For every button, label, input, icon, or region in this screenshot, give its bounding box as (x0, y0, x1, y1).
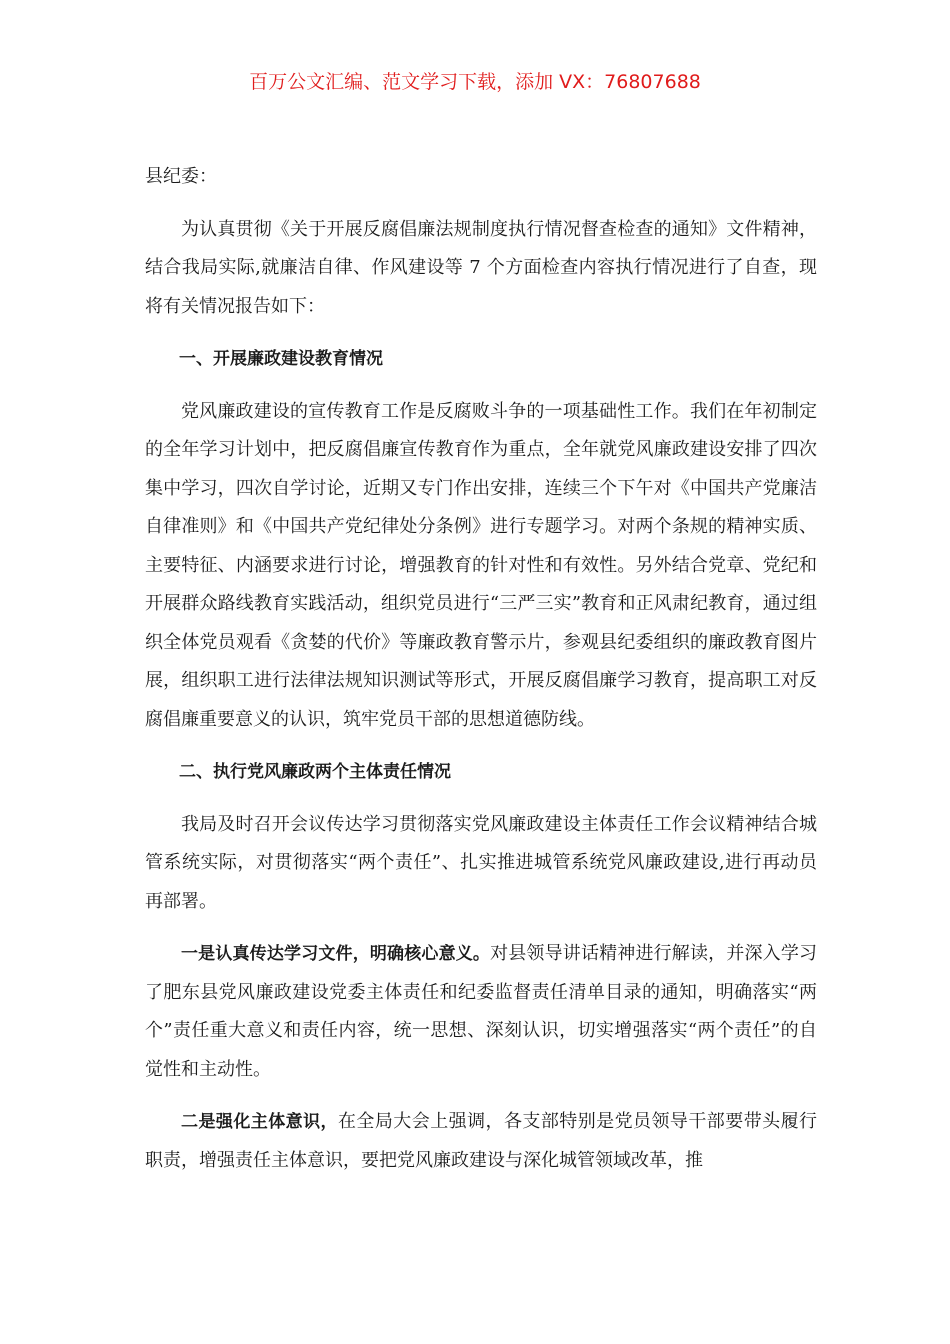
document-body (145, 158, 817, 1180)
point-1-lead: 一是认真传达学习文件，明确核心意义。 (181, 944, 491, 964)
section-1-paragraph: 党风廉政建设的宣传教育工作是反腐败斗争的一项基础性工作。我们在年初制定的全年学习计划中，把反腐倡廉宣传教育作为重点，全年就党风廉政建设安排了四次集中学习，四次自学讨论，近期又专门作出安排，连续三个下午对《中国共产党廉洁自律准则》和《中国共产党纪律处分条例》进行专题学习。对两个条规的精神实质、主要特征、内涵要求进行讨论，增强教育的针对性和有效性。另外结合党章、党纪和开展群众路线教育实践活动，组织党员进行“三严三实”教育和正风肃纪教育，通过组织全体党员观看《贪婪的代价》等廉政教育警示片，参观县纪委组织的廉政教育图片展，组织职工进行法律法规知识测试等形式，开展反腐倡廉学习教育，提高职工对反腐倡廉重要意义的认识，筑牢党员干部的思想道德防线。 (145, 400, 817, 730)
intro-paragraph: 为认真贯彻《关于开展反腐倡廉法规制度执行情况督查检查的通知》文件精神，结合我局实际,就廉洁自律、作风建设等 7 个方面检查内容执行情况进行了自查，现将有关情况报告如下： (145, 218, 817, 317)
section-2-paragraph: 我局及时召开会议传达学习贯彻落实党风廉政建设主体责任工作会议精神结合城管系统实际，对贯彻落实“两个责任”、扎实推进城管系统党风廉政建设,进行再动员再部署。 (145, 813, 817, 912)
point-2-lead: 二是强化主体意识， (181, 1112, 338, 1132)
point-2-body: 在全局大会上强调，各支部特别是党员领导干部要带头履行职责，增强责任主体意识，要把党风廉政建设与深化城管领域改革，推 (145, 1111, 818, 1171)
point-2-paragraph (145, 1103, 817, 1180)
salutation: 县纪委： (145, 166, 217, 187)
section-2-heading: 二、执行党风廉政两个主体责任情况 (179, 762, 451, 782)
point-1-body: 对县领导讲话精神进行解读，并深入学习了肥东县党风廉政建设党委主体责任和纪委监督责任清单目录的通知，明确落实“两个”责任重大意义和责任内容，统一思想、深刻认识，切实增强落实“两个责任”的自觉性和主动性。 (145, 943, 818, 1080)
section-1-heading: 一、开展廉政建设教育情况 (179, 349, 383, 369)
point-1-paragraph (145, 935, 817, 1089)
header-banner: 百万公文汇编、范文学习下载，添加 VX：76807688 (249, 71, 701, 93)
